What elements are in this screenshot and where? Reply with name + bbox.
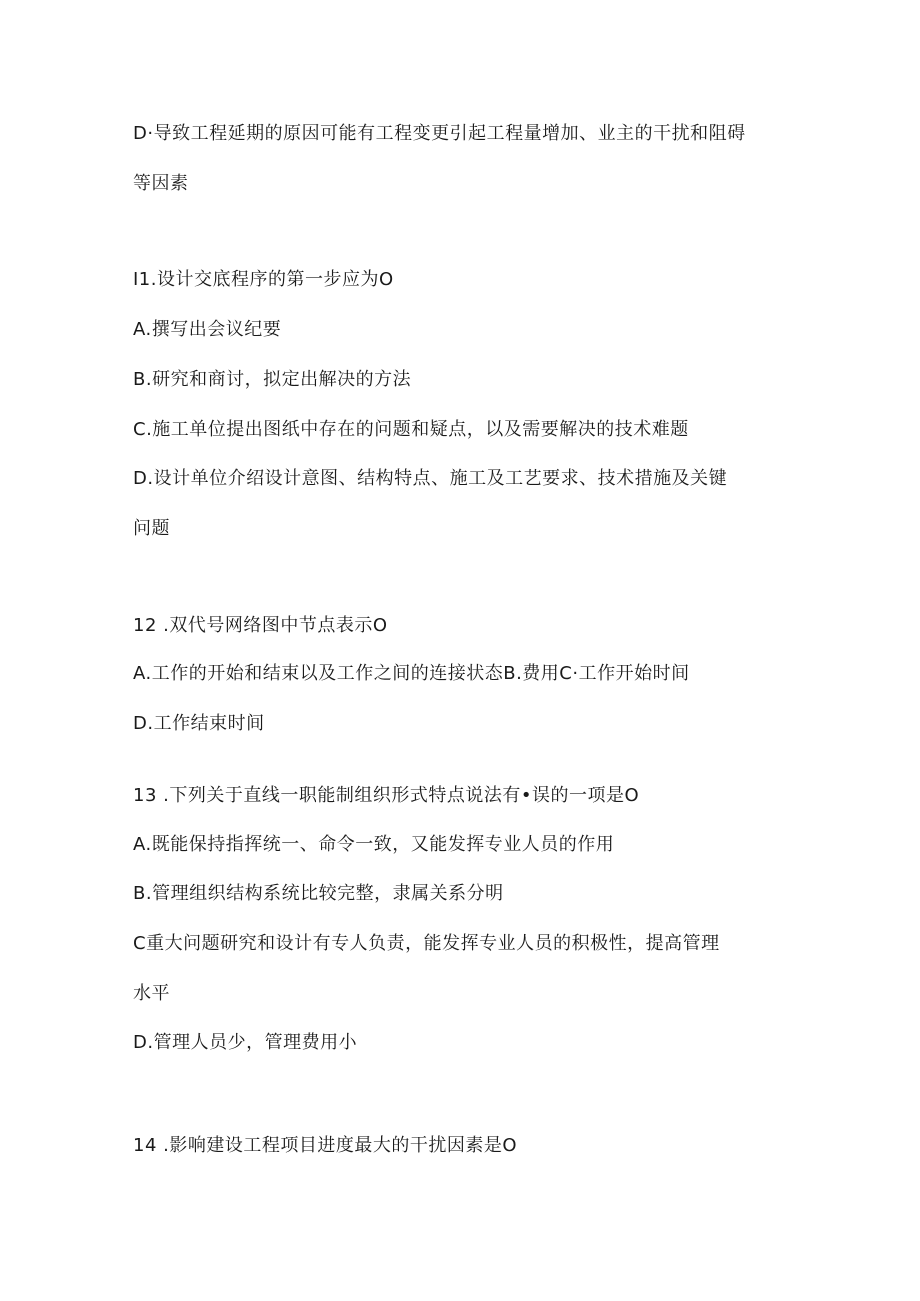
q11-question: I1.设计交底程序的第一步应为O [133, 269, 394, 290]
q12-option-d: D.工作结束时间 [133, 713, 265, 734]
q11-option-d-line2: 问题 [133, 518, 170, 539]
q13-option-a: A.既能保持指挥统一、命令一致，又能发挥专业人员的作用 [133, 834, 615, 855]
q13-option-b: B.管理组织结构系统比较完整，隶属关系分明 [133, 883, 504, 904]
q10-option-d-line2: 等因素 [133, 173, 189, 194]
q13-option-c-line1: C重大问题研究和设计有专人负责，能发挥专业人员的积极性，提高管理 [133, 933, 720, 954]
q13-question: 13 .下列关于直线一职能制组织形式特点说法有•误的一项是O [133, 785, 640, 806]
q11-option-a: A.撰写出会议纪要 [133, 319, 282, 340]
q10-option-d-line1: D·导致工程延期的原因可能有工程变更引起工程量增加、业主的干扰和阻碍 [133, 123, 746, 144]
q13-option-d: D.管理人员少，管理费用小 [133, 1032, 358, 1053]
q14-question: 14 .影响建设工程项目进度最大的干扰因素是O [133, 1135, 518, 1156]
q12-option-abc: A.工作的开始和结束以及工作之间的连接状态B.费用C·工作开始时间 [133, 663, 690, 684]
q12-question: 12 .双代号网络图中节点表示O [133, 615, 388, 636]
q13-option-c-line2: 水平 [133, 983, 170, 1004]
q11-option-d-line1: D.设计单位介绍设计意图、结构特点、施工及工艺要求、技术措施及关键 [133, 468, 728, 489]
q11-option-c: C.施工单位提出图纸中存在的问题和疑点，以及需要解决的技术难题 [133, 419, 689, 440]
q11-option-b: B.研究和商讨，拟定出解决的方法 [133, 369, 412, 390]
